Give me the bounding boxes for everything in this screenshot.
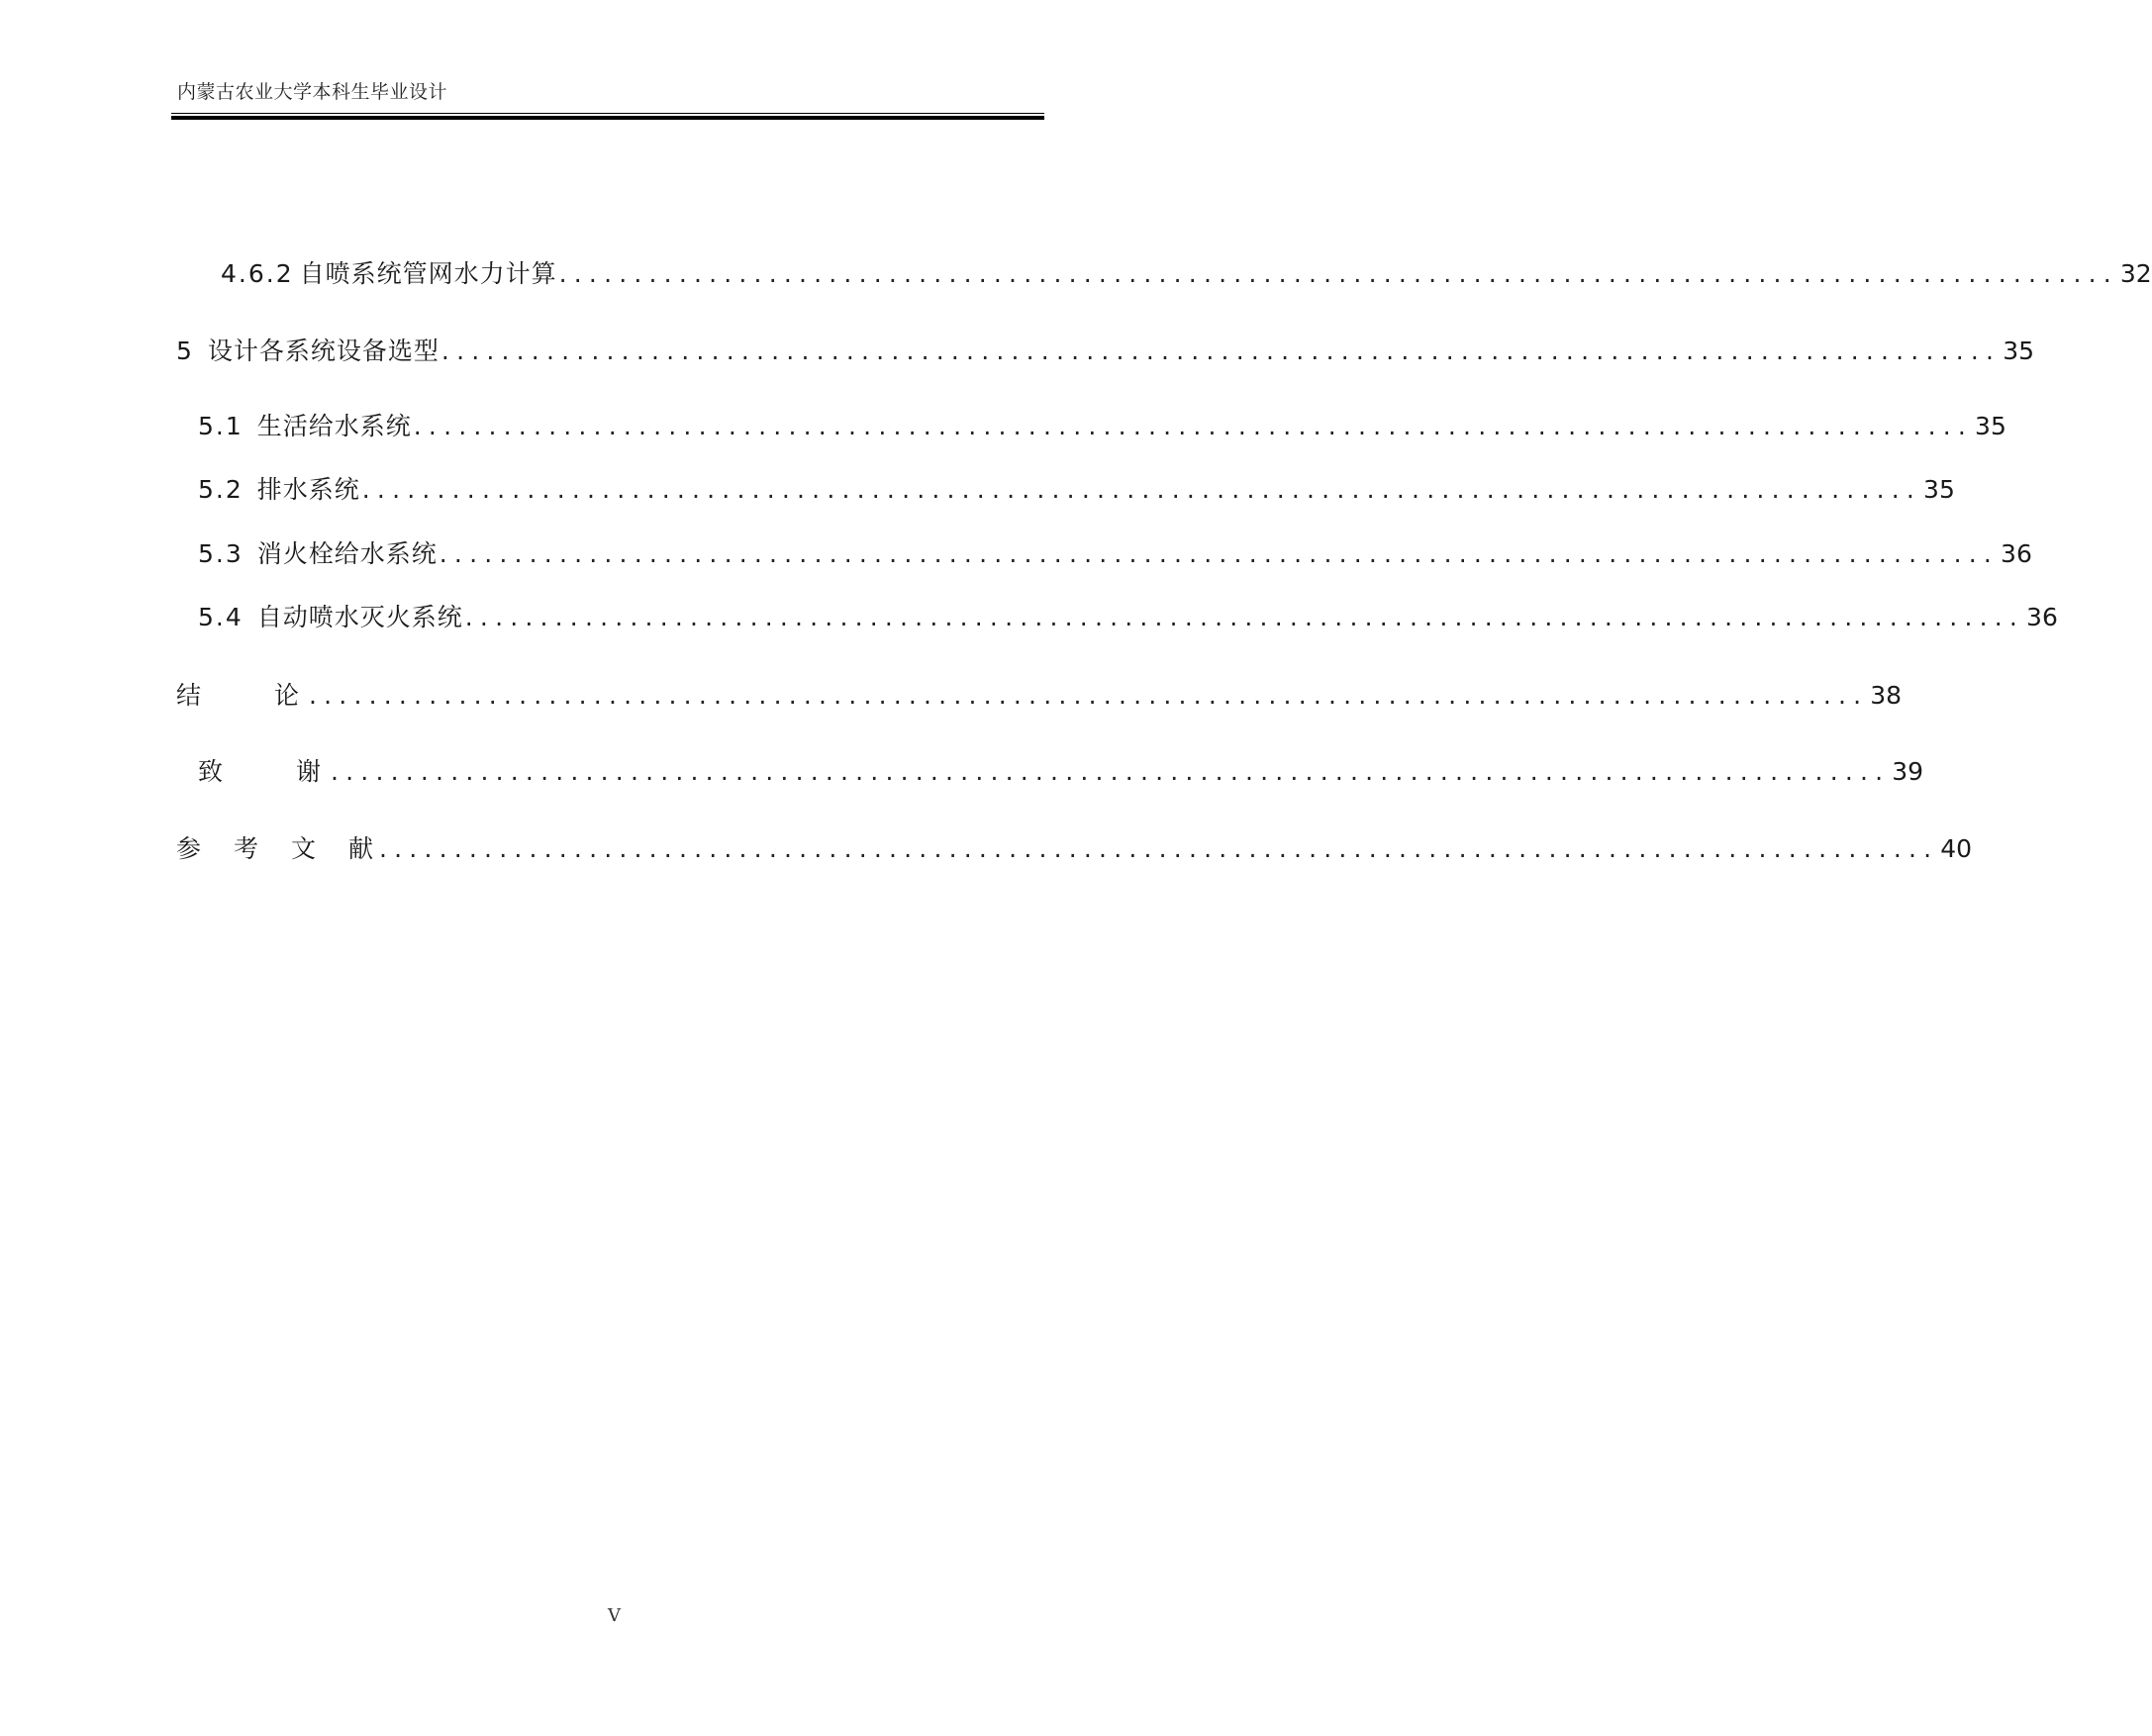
toc-entry-title: 消火栓给水系统 bbox=[256, 539, 438, 568]
toc-entry-page: 35 bbox=[1975, 412, 2006, 440]
header-title: 内蒙古农业大学本科生毕业设计 bbox=[177, 81, 448, 103]
toc-entry-title: 排水系统 bbox=[256, 475, 360, 504]
toc-entry-page: 36 bbox=[2026, 603, 2058, 631]
toc-dot-leader: ........................................................................................................ bbox=[464, 603, 2025, 631]
toc-entry-number: 5.4 bbox=[198, 603, 244, 631]
toc-dot-leader: ........................................................................................................ bbox=[379, 834, 1939, 863]
toc-entry-page: 35 bbox=[1923, 475, 1955, 504]
toc-entry[interactable] bbox=[198, 598, 2058, 631]
toc-dot-leader: ........................................................................................................ bbox=[331, 757, 1891, 786]
toc-dot-leader: ........................................................................................................ bbox=[440, 337, 2002, 365]
page-footer bbox=[0, 1605, 1228, 1626]
header-rule-thin bbox=[171, 113, 1044, 114]
toc-entry[interactable] bbox=[198, 534, 2032, 568]
toc-entry[interactable] bbox=[176, 332, 2034, 365]
toc-entry-page: 39 bbox=[1892, 757, 1924, 786]
toc-entry[interactable] bbox=[221, 254, 2152, 288]
toc-entry-title: 结 论 bbox=[176, 681, 308, 710]
toc-entry[interactable] bbox=[198, 407, 2006, 440]
toc-entry-page: 32 bbox=[2119, 259, 2152, 288]
toc-entry-number: 4.6.2 bbox=[221, 259, 294, 288]
toc-entry[interactable] bbox=[176, 829, 1973, 863]
toc-entry-title: 生活给水系统 bbox=[256, 412, 412, 440]
toc-dot-leader: ........................................................................................................ bbox=[361, 475, 1922, 504]
toc-entry-title: 致 谢 bbox=[198, 757, 330, 786]
toc-dot-leader: ........................................................................................................ bbox=[558, 259, 2118, 288]
toc-entry[interactable] bbox=[176, 676, 1903, 710]
toc-dot-leader: ........................................................................................................ bbox=[413, 412, 1974, 440]
toc-entry-page: 35 bbox=[2003, 337, 2034, 365]
toc-entry-title: 参 考 文 献 bbox=[176, 834, 378, 863]
toc-entry-number: 5.2 bbox=[198, 475, 244, 504]
page-header bbox=[171, 83, 1044, 102]
toc-entry[interactable] bbox=[198, 752, 1924, 786]
toc-entry-number: 5 bbox=[176, 337, 194, 365]
toc-entry-title: 设计各系统设备选型 bbox=[207, 337, 440, 365]
toc-entry-page: 36 bbox=[2001, 539, 2032, 568]
toc-entry[interactable] bbox=[198, 470, 1955, 504]
toc-entry-number: 5.3 bbox=[198, 539, 244, 568]
toc-dot-leader: ........................................................................................................ bbox=[309, 681, 1869, 710]
toc-entry-title: 自动喷水灭火系统 bbox=[256, 603, 463, 631]
toc-dot-leader: ........................................................................................................ bbox=[439, 539, 2000, 568]
header-rule-thick bbox=[171, 116, 1044, 120]
toc-entry-title: 自喷系统管网水力计算 bbox=[299, 259, 557, 288]
footer-page-number: V bbox=[608, 1605, 621, 1626]
toc-entry-page: 40 bbox=[1940, 834, 1973, 863]
toc-entry-page: 38 bbox=[1870, 681, 1903, 710]
toc-entry-number: 5.1 bbox=[198, 412, 244, 440]
